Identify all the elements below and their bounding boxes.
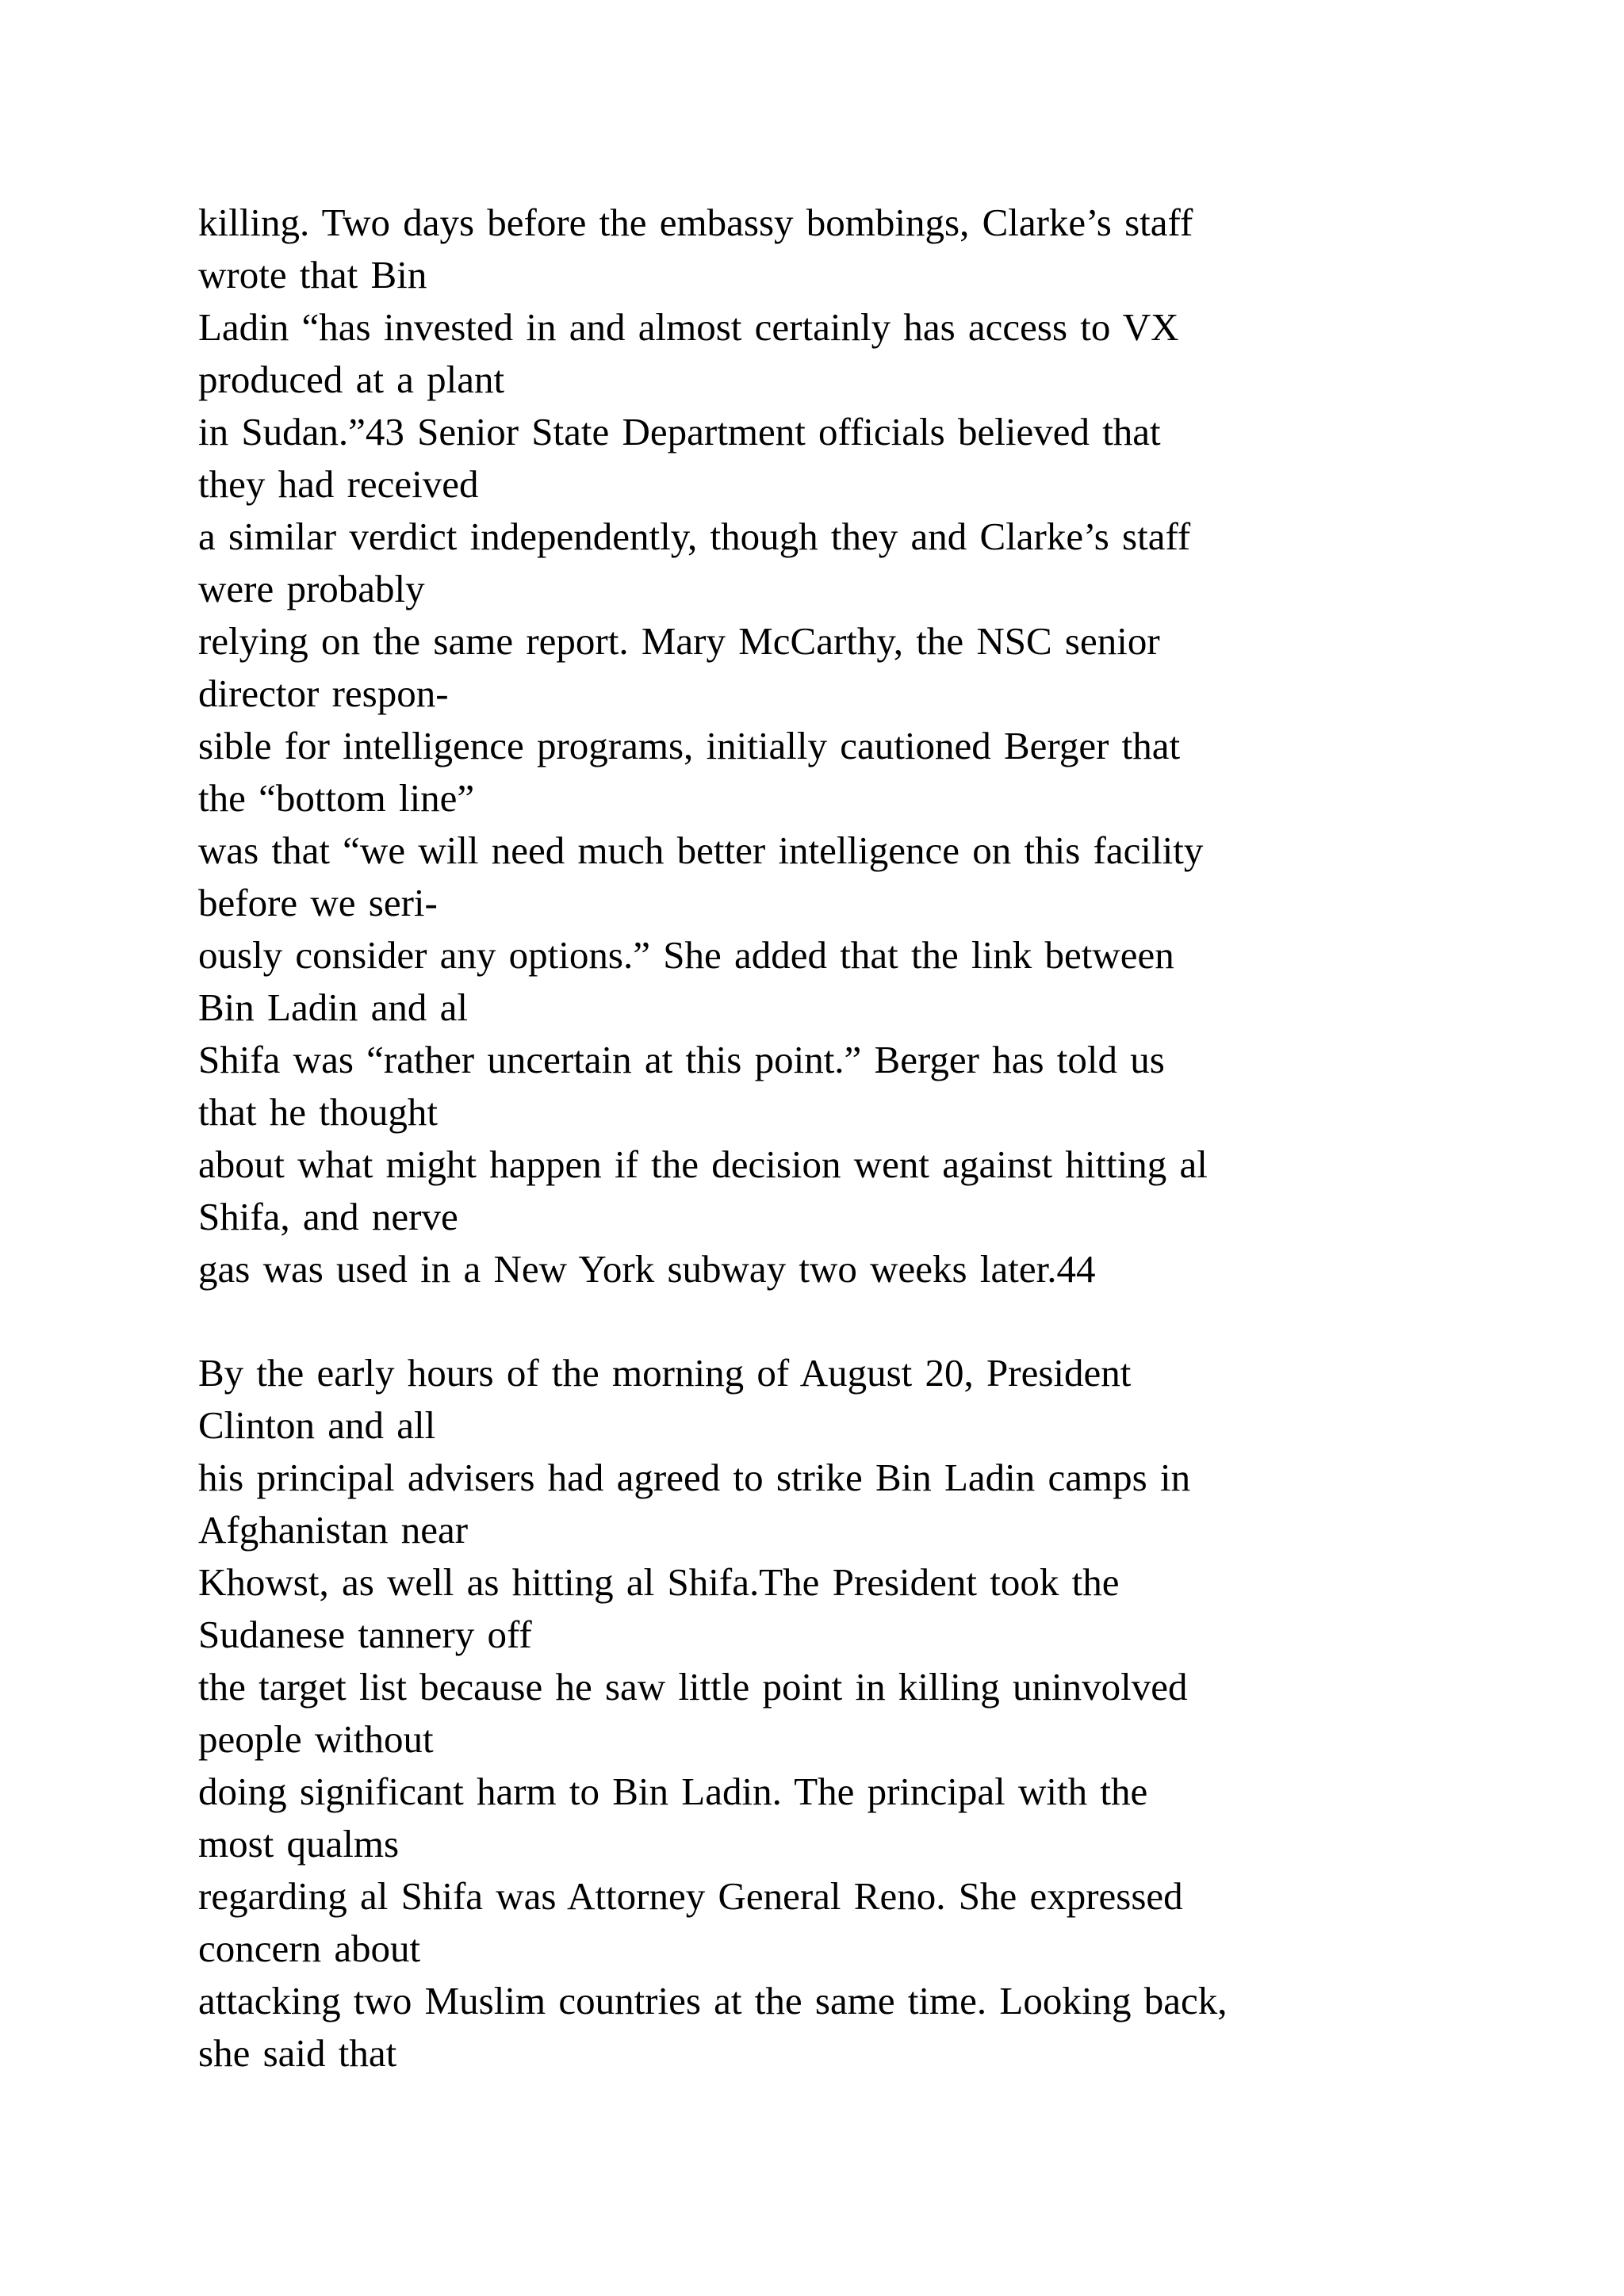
text-line: Clinton and all <box>198 1403 436 1447</box>
text-line: before we seri- <box>198 881 438 924</box>
text-line: most qualms <box>198 1822 400 1866</box>
text-line: were probably <box>198 567 425 610</box>
text-line: Ladin “has invested in and almost certainly has access to VX <box>198 305 1179 349</box>
text-line: Shifa, and nerve <box>198 1195 458 1238</box>
text-line: was that “we will need much better intelligence on this facility <box>198 828 1204 872</box>
text-line: ously consider any options.” She added that the link between <box>198 933 1174 977</box>
text-line: doing significant harm to Bin Ladin. The principal with the <box>198 1770 1148 1813</box>
text-line: his principal advisers had agreed to strike Bin Ladin camps in <box>198 1456 1191 1499</box>
text-line: gas was used in a New York subway two weeks later.44 <box>198 1247 1096 1291</box>
text-line: about what might happen if the decision went against hitting al <box>198 1142 1208 1186</box>
text-line: Sudanese tannery off <box>198 1613 532 1656</box>
text-line: Shifa was “rather uncertain at this point.” Berger has told us <box>198 1038 1165 1081</box>
text-line: the “bottom line” <box>198 776 475 820</box>
text-line: that he thought <box>198 1090 438 1134</box>
text-line: sible for intelligence programs, initially cautioned Berger that <box>198 724 1181 767</box>
text-line: people without <box>198 1717 434 1761</box>
text-line: relying on the same report. Mary McCarthy, the NSC senior <box>198 619 1160 663</box>
text-line: concern about <box>198 1927 421 1970</box>
text-line: produced at a plant <box>198 358 505 401</box>
text-line: they had received <box>198 462 479 506</box>
text-line: By the early hours of the morning of August 20, President <box>198 1351 1132 1395</box>
text-line: Khowst, as well as hitting al Shifa.The President took the <box>198 1560 1120 1604</box>
text-line: director respon- <box>198 672 449 715</box>
text-line: the target list because he saw little point in killing uninvolved <box>198 1665 1188 1709</box>
text-line: attacking two Muslim countries at the same time. Looking back, <box>198 1979 1228 2022</box>
text-line: Bin Ladin and al <box>198 985 468 1029</box>
text-line: Afghanistan near <box>198 1508 469 1552</box>
text-line: a similar verdict independently, though they and Clarke’s staff <box>198 515 1191 558</box>
text-line: killing. Two days before the embassy bombings, Clarke’s staff <box>198 201 1193 244</box>
text-line: in Sudan.”43 Senior State Department officials believed that <box>198 410 1161 453</box>
text-line: regarding al Shifa was Attorney General Reno. She expressed <box>198 1874 1183 1918</box>
text-line: wrote that Bin <box>198 253 427 297</box>
text-line: she said that <box>198 2031 397 2075</box>
